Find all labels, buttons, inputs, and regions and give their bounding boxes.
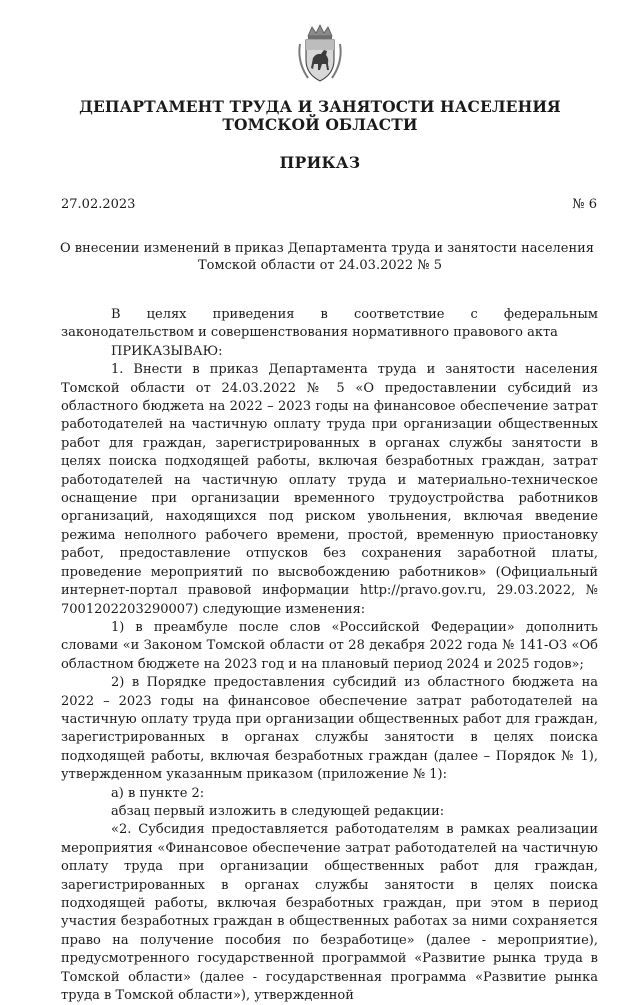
item-a-paragraph: а) в пункте 2:: [111, 785, 205, 801]
department-name-line1: ДЕПАРТАМЕНТ ТРУДА И ЗАНЯТОСТИ НАСЕЛЕНИЯ: [79, 97, 561, 116]
item-1-1-paragraph: 1) в преамбуле после слов «Российской Федерации» дополнить словами «и Законом Томской области от 28 декабря 2022 года № 141-ОЗ «Об областном бюджете на 2023 год и на плановый период 2024 и 2025 годов»;: [61, 619, 598, 672]
department-name: [60, 98, 580, 134]
document-date: 27.02.2023: [61, 197, 136, 212]
document-subject: [60, 240, 595, 274]
subject-line2: Томской области от 24.03.2022 № 5: [198, 258, 442, 273]
document-number: № 6: [572, 197, 597, 212]
quoted-paragraph: «2. Субсидия предоставляется работодателям в рамках реализации мероприятия «Финансовое обеспечение затрат работодателей на частичную оплату труда при организации общественных работ для граждан, зарегистрированных в органах службы занятости в целях поиска подходящей работы, включая безработных граждан, при этом в период участия безработных граждан в общественных работах за ними сохраняется право на получение пособия по безработице» (далее - мероприятие), предусмотренного государственной программой «Развитие рынка труда в Томской области» (далее - государственная программа «Развитие рынка труда в Томской области»), утвержденной: [61, 822, 598, 1004]
item-a-text-paragraph: абзац первый изложить в следующей редакции:: [111, 803, 445, 819]
item-1-paragraph: 1. Внести в приказ Департамента труда и занятости населения Томской области от 24.03.2022 № 5 «О предоставлении субсидий из областного бюджета на 2022 – 2023 годы на финансовое обеспечение затрат работодателей на частичную оплату труда при организации общественных работ для граждан, зарегистрированных в органах службы занятости в целях поиска подходящей работы, включая безработных граждан, затрат работодателей на частичную оплату труда и материально-техническое оснащение при организации временного трудоустройства работников организаций, находящихся под риском увольнения, включая введение режима неполного рабочего времени, простой, временную приостановку работ, предоставление отпусков без сохранения заработной платы, проведение мероприятий по высвобождению работников» (Официальный интернет-портал правовой информации http://pravo.gov.ru, 29.03.2022, № 7001202203290007) следующие изменения:: [61, 362, 598, 617]
subject-line1: О внесении изменений в приказ Департамента труда и занятости населения: [60, 241, 595, 256]
preamble-paragraph: В целях приведения в соответствие с федеральным законодательством и совершенствования нормативного правового акта: [61, 307, 598, 341]
department-name-line2: ТОМСКОЙ ОБЛАСТИ: [222, 115, 418, 134]
item-1-2-paragraph: 2) в Порядке предоставления субсидий из областного бюджета на 2022 – 2023 годы на финансовое обеспечение затрат работодателей на частичную оплату труда при организации общественных работ для граждан, зарегистрированных в органах службы занятости в целях поиска подходящей работы, включая безработных граждан (далее – Порядок № 1), утвержденном указанным приказом (приложение № 1):: [61, 675, 598, 783]
document-body: [61, 306, 598, 1005]
document-type-title: ПРИКАЗ: [279, 153, 361, 172]
tomsk-region-coat-of-arms-icon: [296, 24, 344, 84]
order-word: ПРИКАЗЫВАЮ:: [111, 343, 223, 359]
